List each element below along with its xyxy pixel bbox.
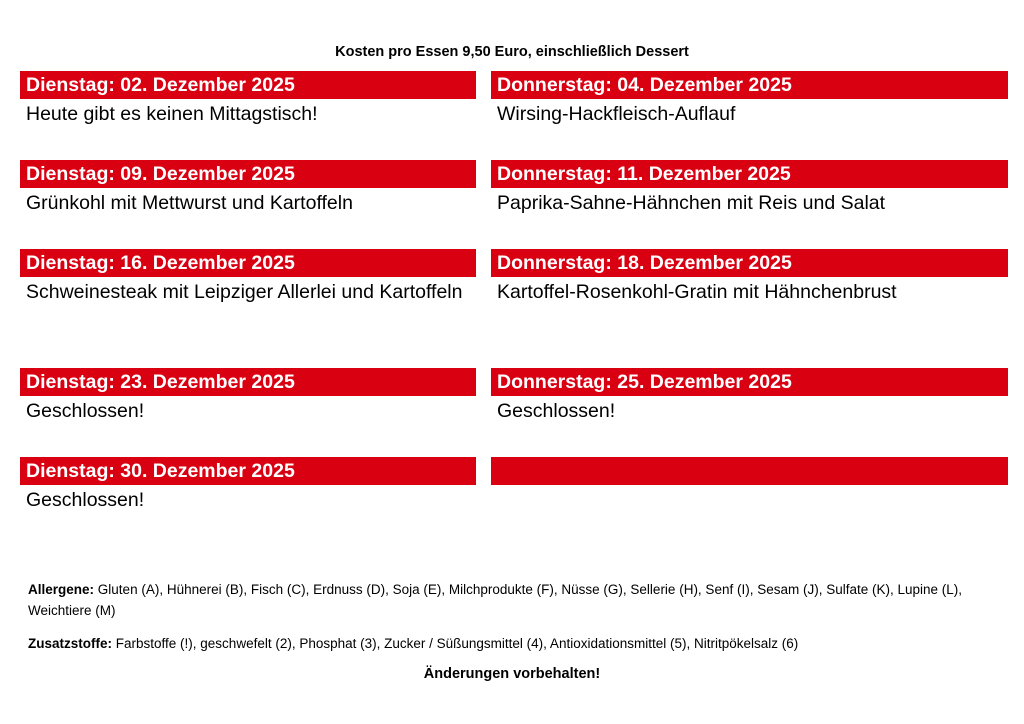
menu-entry-thursday	[491, 71, 1008, 129]
date-header: Donnerstag: 18. Dezember 2025	[491, 249, 1008, 277]
dish-text: Kartoffel-Rosenkohl-Gratin mit Hähnchenbrust	[497, 281, 897, 303]
date-header: Donnerstag: 04. Dezember 2025	[491, 71, 1008, 99]
date-header: Dienstag: 16. Dezember 2025	[20, 249, 476, 277]
dish-text: Geschlossen!	[26, 489, 145, 511]
menu-entry-tuesday	[20, 249, 476, 307]
date-header: Dienstag: 02. Dezember 2025	[20, 71, 476, 99]
additives-text: Farbstoffe (!), geschwefelt (2), Phosphat (3), Zucker / Süßungsmittel (4), Antioxidationsmittel (5), Nitritpökelsalz (6)	[115, 636, 799, 651]
dish-text: Geschlossen!	[26, 400, 145, 422]
allergens-note	[28, 579, 998, 621]
dish-text: Geschlossen!	[497, 400, 616, 422]
additives-label: Zusatzstoffe:	[28, 636, 112, 651]
date-header: Dienstag: 23. Dezember 2025	[20, 368, 476, 396]
date-header: Dienstag: 30. Dezember 2025	[20, 457, 476, 485]
menu-entry-tuesday	[20, 160, 476, 218]
dish-text: Heute gibt es keinen Mittagstisch!	[26, 103, 318, 125]
menu-entry-thursday	[491, 249, 1008, 307]
menu-entry-tuesday	[20, 71, 476, 129]
allergens-text: Gluten (A), Hühnerei (B), Fisch (C), Erdnuss (D), Soja (E), Milchprodukte (F), Nüsse (G), Sellerie (H), Senf (I), Sesam (J), Sulfate (K), Lupine (L), Weichtiere (M)	[28, 582, 963, 618]
menu-entry-thursday	[491, 368, 1008, 426]
changes-notice: Änderungen vorbehalten!	[423, 666, 601, 682]
menu-entry-tuesday	[20, 368, 476, 426]
dish-text: Paprika-Sahne-Hähnchen mit Reis und Salat	[497, 192, 886, 214]
menu-grid	[20, 71, 1008, 541]
menu-entry-thursday	[491, 160, 1008, 218]
allergens-label: Allergene:	[28, 582, 95, 597]
date-header: Donnerstag: 11. Dezember 2025	[491, 160, 1008, 188]
subtitle: Kosten pro Essen 9,50 Euro, einschließlich Dessert	[335, 44, 689, 60]
additives-note	[28, 633, 998, 654]
dish-text: Schweinesteak mit Leipziger Allerlei und Kartoffeln	[26, 281, 463, 303]
dish-text: Wirsing-Hackfleisch-Auflauf	[497, 103, 736, 125]
menu-entry-empty	[491, 457, 1008, 486]
date-header	[491, 457, 1008, 485]
date-header: Donnerstag: 25. Dezember 2025	[491, 368, 1008, 396]
dish-text: Grünkohl mit Mettwurst und Kartoffeln	[26, 192, 353, 214]
date-header: Dienstag: 09. Dezember 2025	[20, 160, 476, 188]
menu-entry-tuesday	[20, 457, 476, 515]
